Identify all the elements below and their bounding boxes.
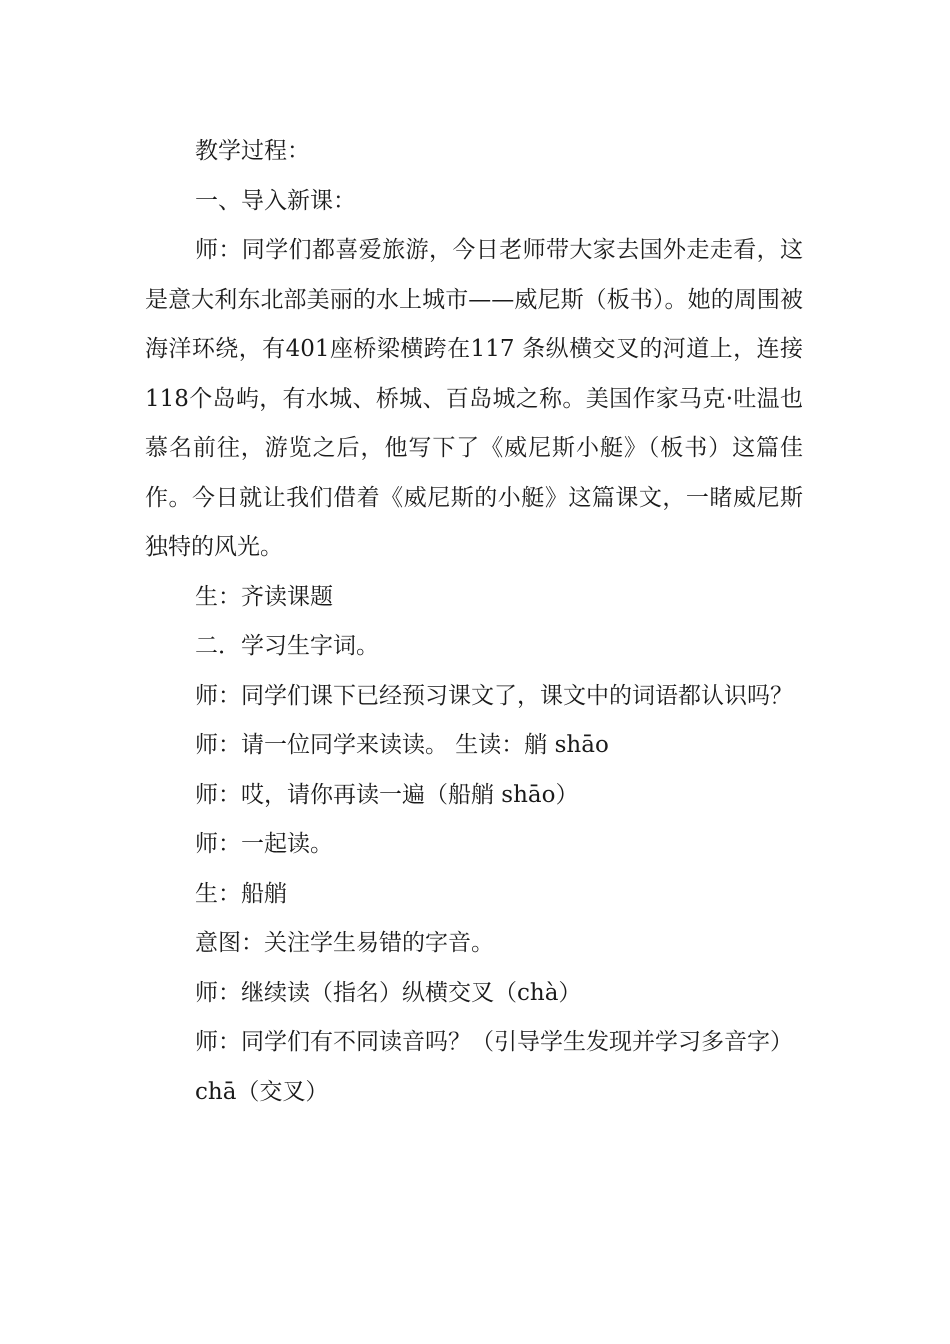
paragraph-read-again: 师：哎，请你再读一遍（船艄 shāo） [195, 781, 579, 808]
paragraph-intent-note: 意图：关注学生易错的字音。 [195, 930, 494, 956]
section-heading-vocabulary: 二．学习生字词。 [195, 633, 379, 659]
heading-teaching-process: 教学过程： [195, 138, 310, 164]
paragraph-teacher-intro: 师：同学们都喜爱旅游，今日老师带大家去国外走走看，这是意大利东北部美丽的水上城市——威尼斯（板书）。她的周围被海洋环绕，有401座桥梁横跨在117 条纵横交叉的河道上，连接118个岛屿，有水城、桥城、百岛城之称。美国作家马克·吐温也慕名前往，游览之后，他写下了《威尼斯小艇》（板书）这篇佳作。今日就让我们借着《威尼斯的小艇》这篇课文，一睹威尼斯独特的风光。 [145, 237, 803, 560]
paragraph-continue-reading: 师：继续读（指名）纵横交叉（chà） [195, 979, 582, 1006]
paragraph-polyphonic-question: 师：同学们有不同读音吗？（引导学生发现并学习多音字） [195, 1029, 793, 1055]
section-heading-intro: 一、导入新课： [195, 187, 356, 214]
paragraph-student-reads: 师：请一位同学来读读。 生读：艄 shāo [195, 732, 609, 758]
paragraph-students-read-title: 生：齐读课题 [195, 583, 333, 610]
paragraph-read-together: 师：一起读。 [195, 831, 333, 857]
paragraph-teacher-question: 师：同学们课下已经预习课文了，课文中的词语都认识吗？ [195, 682, 793, 709]
paragraph-students-answer: 生：船艄 [195, 880, 287, 907]
paragraph-pinyin-cha: chā（交叉） [195, 1078, 329, 1105]
